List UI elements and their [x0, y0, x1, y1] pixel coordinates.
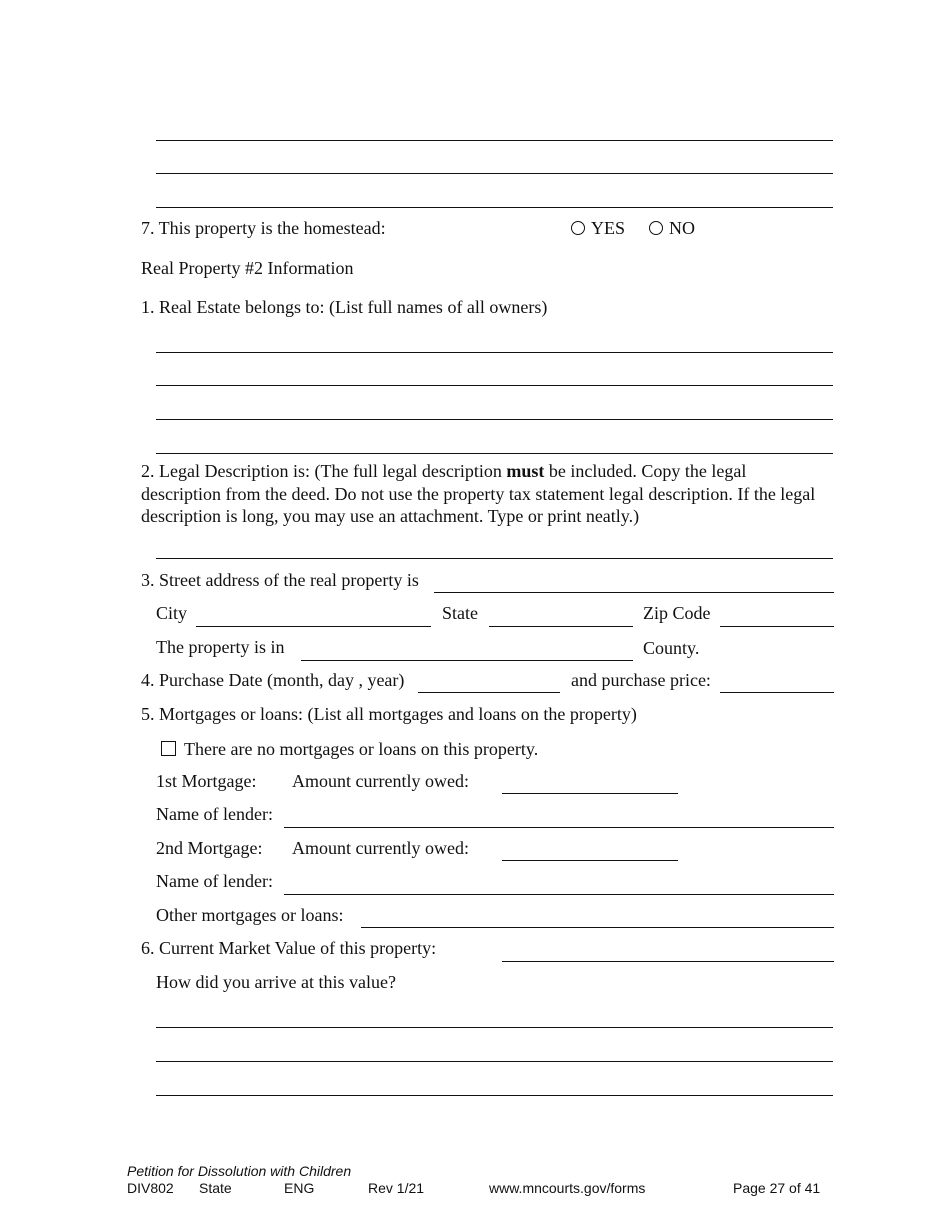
second-mortgage-label: 2nd Mortgage: [156, 838, 263, 858]
city-label: City [156, 603, 188, 623]
legal-description-label: 2. Legal Description is: (The full legal description must be included. Copy the legal description from the deed. Do not use the property tax statement legal description. If the legal description is long, you may use an attachment. Type or print neatly.) [141, 461, 816, 526]
first-amount-label: Amount currently owed: [292, 771, 469, 791]
other-mortgages-input[interactable] [361, 927, 834, 928]
footer-form-id: DIV802 [127, 1180, 174, 1196]
county-input[interactable] [301, 660, 633, 661]
answer-line[interactable] [156, 140, 833, 141]
footer-language: ENG [284, 1180, 315, 1196]
zip-input[interactable] [720, 626, 834, 627]
section-heading: Real Property #2 Information [141, 258, 354, 278]
yes-label: YES [591, 218, 626, 238]
other-mortgages-label: Other mortgages or loans: [156, 905, 344, 925]
value-method-line[interactable] [156, 1095, 833, 1096]
purchase-date-input[interactable] [418, 692, 560, 693]
second-lender-input[interactable] [284, 894, 834, 895]
homestead-no-option[interactable] [649, 217, 695, 239]
checkbox-icon[interactable] [161, 741, 176, 756]
footer-url: www.mncourts.gov/forms [489, 1180, 646, 1196]
answer-line[interactable] [156, 173, 833, 174]
zip-label: Zip Code [643, 603, 711, 623]
first-mortgage-label: 1st Mortgage: [156, 771, 257, 791]
owners-line[interactable] [156, 385, 833, 386]
no-mortgage-option[interactable] [161, 738, 538, 760]
state-label: State [442, 603, 478, 623]
owners-label: 1. Real Estate belongs to: (List full names of all owners) [141, 297, 548, 317]
footer-form-title: Petition for Dissolution with Children [127, 1163, 352, 1179]
owners-line[interactable] [156, 419, 833, 420]
radio-icon[interactable] [571, 221, 585, 235]
purchase-price-label: and purchase price: [571, 670, 711, 690]
owners-line[interactable] [156, 453, 833, 454]
second-amount-label: Amount currently owed: [292, 838, 469, 858]
county-suffix: County. [643, 638, 700, 658]
footer-jurisdiction: State [199, 1180, 232, 1196]
first-lender-input[interactable] [284, 827, 834, 828]
mortgages-label: 5. Mortgages or loans: (List all mortgages and loans on the property) [141, 704, 637, 724]
market-value-input[interactable] [502, 961, 834, 962]
value-method-label: How did you arrive at this value? [156, 972, 396, 992]
first-lender-label: Name of lender: [156, 804, 273, 824]
purchase-price-input[interactable] [720, 692, 834, 693]
value-method-line[interactable] [156, 1027, 833, 1028]
footer-page-number: Page 27 of 41 [733, 1180, 821, 1196]
homestead-yes-option[interactable] [571, 217, 625, 239]
first-amount-input[interactable] [502, 793, 678, 794]
county-prefix: The property is in [156, 637, 285, 657]
second-lender-label: Name of lender: [156, 871, 273, 891]
city-input[interactable] [196, 626, 431, 627]
answer-line[interactable] [156, 207, 833, 208]
state-input[interactable] [489, 626, 633, 627]
radio-icon[interactable] [649, 221, 663, 235]
street-address-label: 3. Street address of the real property is [141, 570, 419, 590]
street-address-input[interactable] [434, 592, 834, 593]
purchase-date-label: 4. Purchase Date (month, day , year) [141, 670, 405, 690]
market-value-label: 6. Current Market Value of this property: [141, 938, 437, 958]
value-method-line[interactable] [156, 1061, 833, 1062]
no-mortgage-label: There are no mortgages or loans on this property. [184, 739, 539, 759]
second-amount-input[interactable] [502, 860, 678, 861]
no-label: NO [669, 218, 695, 238]
legal-description-line[interactable] [156, 558, 833, 559]
homestead-question: 7. This property is the homestead: [141, 218, 386, 238]
owners-line[interactable] [156, 352, 833, 353]
footer-revision: Rev 1/21 [368, 1180, 425, 1196]
